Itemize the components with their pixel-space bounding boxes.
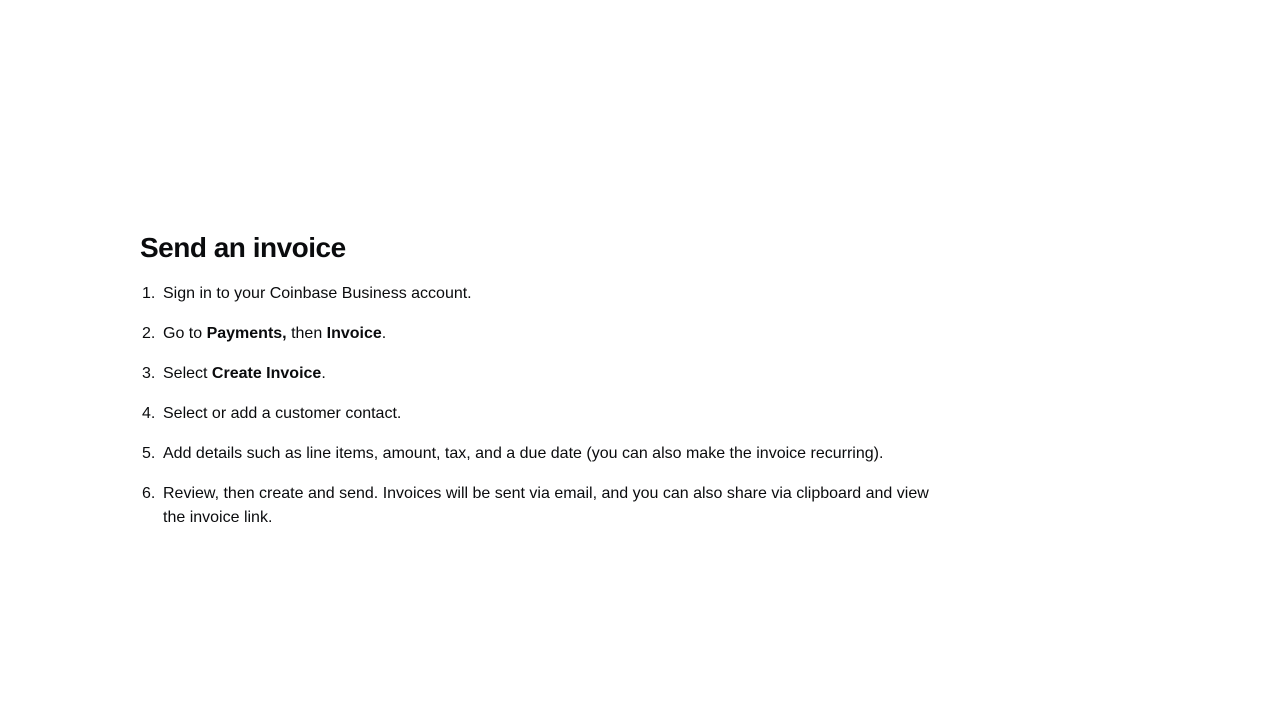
step-text: [163, 482, 933, 530]
step-text-bold: Invoice: [326, 325, 382, 342]
steps-list: [140, 282, 940, 530]
step-text-segment: Select or add a customer contact.: [163, 405, 402, 422]
step-text-segment: .: [381, 325, 387, 342]
step-item: [140, 482, 940, 530]
step-text-segment: Sign in to your Coinbase Business account.: [163, 285, 472, 302]
step-text: [163, 362, 933, 386]
step-number: 3.: [142, 365, 156, 382]
step-text-segment: then: [286, 325, 327, 342]
step-text-segment: Review, then create and send. Invoices will be sent via email, and you can also share via clipboard and view the invoice link.: [163, 485, 929, 526]
step-number: 2.: [142, 325, 156, 342]
step-text-bold: Payments,: [206, 325, 287, 342]
step-item: [140, 442, 940, 466]
step-text-segment: Add details such as line items, amount, tax, and a due date (you can also make the invoice recurring).: [163, 445, 884, 462]
step-text-segment: Go to: [163, 325, 207, 342]
page-title: Send an invoice: [140, 232, 346, 263]
step-text: [163, 442, 933, 466]
step-text-segment: .: [321, 365, 326, 382]
step-text-bold: Create Invoice: [211, 365, 322, 382]
step-item: [140, 322, 940, 346]
step-text: [163, 402, 933, 426]
step-text-segment: Select: [163, 365, 212, 382]
step-item: [140, 362, 940, 386]
step-item: [140, 282, 940, 306]
step-text: [163, 322, 933, 346]
step-number: 4.: [142, 405, 156, 422]
invoice-instructions: [140, 228, 940, 546]
step-text: [163, 282, 933, 306]
step-number: 6.: [142, 485, 156, 502]
step-number: 5.: [142, 445, 156, 462]
step-number: 1.: [142, 285, 156, 302]
step-item: [140, 402, 940, 426]
